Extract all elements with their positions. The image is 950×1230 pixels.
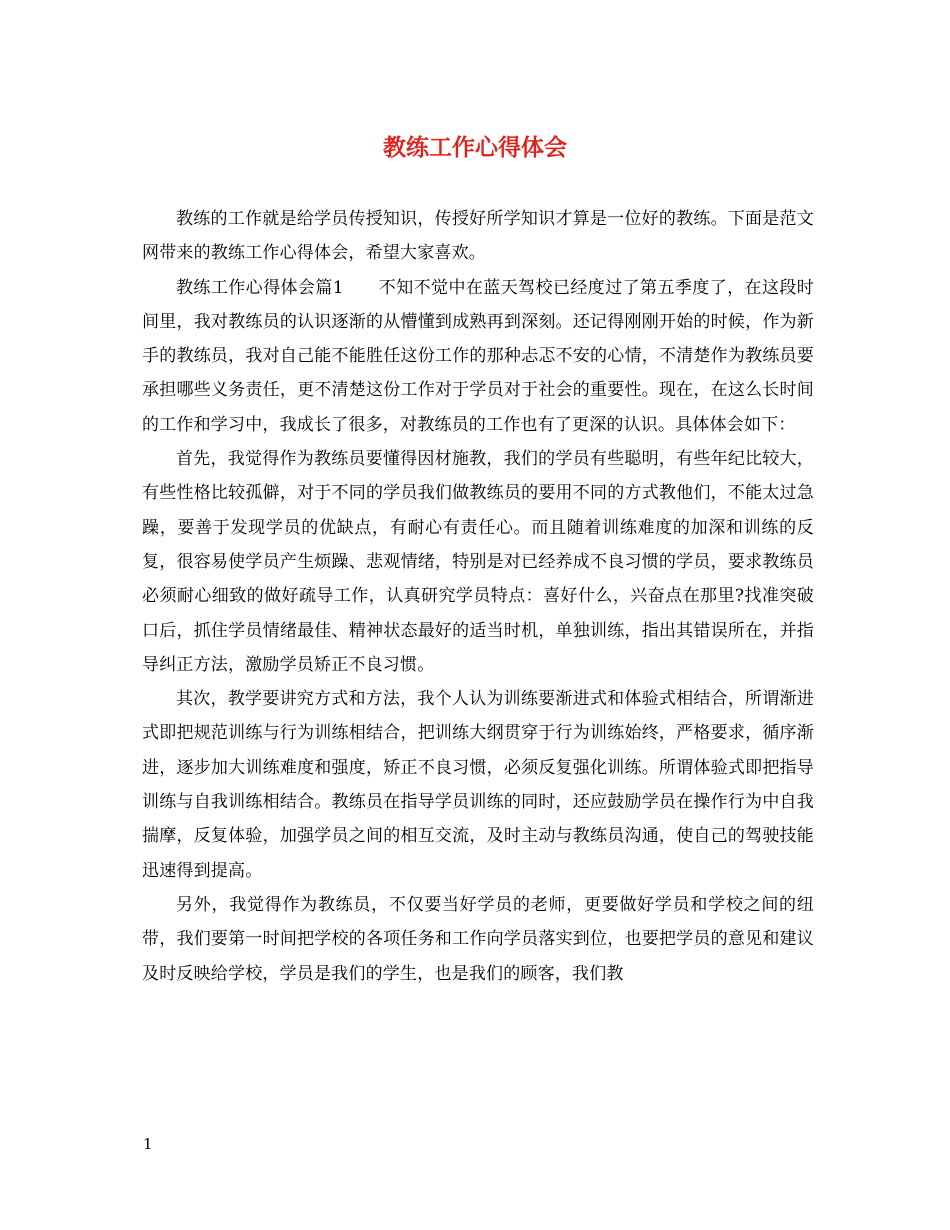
paragraph-first-point: 首先，我觉得作为教练员要懂得因材施教，我们的学员有些聪明，有些年纪比较大，有些性格比较孤僻，对于不同的学员我们做教练员的要用不同的方式教他们，不能太过急躁，要善于发现学员的优缺点，有耐心有责任心。而且随着训练难度的加深和训练的反复，很容易使学员产生烦躁、悲观情绪，特别是对已经养成不良习惯的学员，要求教练员必须耐心细致的做好疏导工作，认真研究学员特点：喜好什么，兴奋点在那里?找准突破口后，抓住学员情绪最佳、精神状态最好的适当时机，单独训练，指出其错误所在，并指导纠正方法，激励学员矫正不良习惯。: [142, 449, 814, 675]
paragraph-part-1: 教练工作心得体会篇1 不知不觉中在蓝天驾校已经度过了第五季度了，在这段时间里，我对教练员的认识逐渐的从懵懂到成熟再到深刻。还记得刚刚开始的时候，作为新手的教练员，我对自己能不能胜任这份工作的那种忐忑不安的心情，不清楚作为教练员要承担哪些义务责任，更不清楚这份工作对于学员对于社会的重要性。现在，在这么长时间的工作和学习中，我成长了很多，对教练员的工作也有了更深的认识。具体体会如下：: [142, 277, 814, 435]
paragraph-second-point: 其次，教学要讲究方式和方法，我个人认为训练要渐进式和体验式相结合，所谓渐进式即把规范训练与行为训练相结合，把训练大纲贯穿于行为训练始终，严格要求，循序渐进，逐步加大训练难度和强度，矫正不良习惯，必须反复强化训练。所谓体验式即把指导训练与自我训练相结合。教练员在指导学员训练的同时，还应鼓励学员在操作行为中自我揣摩，反复体验，加强学员之间的相互交流，及时主动与教练员沟通，使自己的驾驶技能迅速得到提高。: [142, 689, 814, 881]
paragraph-intro: 教练的工作就是给学员传授知识，传授好所学知识才算是一位好的教练。下面是范文网带来的教练工作心得体会，希望大家喜欢。: [142, 209, 814, 264]
document-title: 教练工作心得体会: [383, 134, 567, 161]
page-number: 1: [143, 1135, 153, 1153]
paragraph-third-point: 另外，我觉得作为教练员，不仅要当好学员的老师，更要做好学员和学校之间的纽带，我们要第一时间把学校的各项任务和工作向学员落实到位，也要把学员的意见和建议及时反映给学校，学员是我们的学生，也是我们的顾客，我们教: [142, 894, 814, 984]
document-body: [142, 202, 814, 991]
